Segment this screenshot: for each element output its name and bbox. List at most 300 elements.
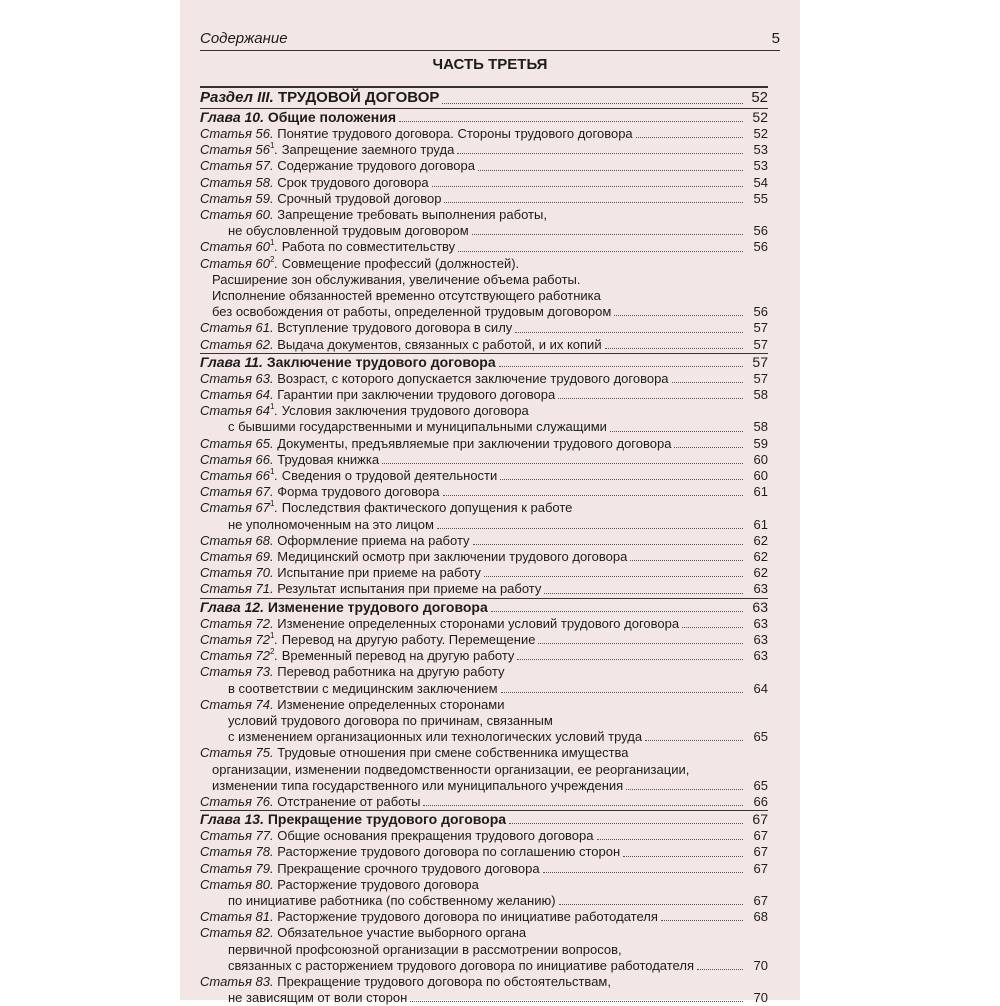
article-title: Трудовые отношения при смене собственника имущества [277, 745, 629, 761]
article-text [200, 664, 504, 679]
article-label: Статья 71. [200, 581, 274, 597]
article-text: Статья $72^1$. Перевод на другую работу. Перемещение [200, 630, 536, 647]
article-line [200, 320, 768, 336]
article-entry[interactable] [200, 256, 768, 321]
article-text [200, 191, 441, 207]
page-number: 54 [753, 174, 768, 190]
article-superscript: 1 [269, 467, 275, 477]
article-superscript: 1 [269, 630, 275, 640]
dot-leader [457, 153, 743, 154]
article-title: Расторжение трудового договора [277, 876, 479, 892]
article-text: Статья $67^1$. Последствия фактического допущения к работе [200, 499, 573, 516]
article-line [200, 828, 768, 844]
article-title-continued: с бывшими государственными и муниципальными служащими [228, 419, 607, 435]
article-title: Отстранение от работы [277, 793, 421, 809]
article-entry[interactable] [200, 468, 768, 484]
dot-leader [458, 251, 743, 252]
article-entry[interactable] [200, 158, 768, 174]
page-number: 63 [753, 631, 768, 647]
article-title: Вступление трудового договора в силу [277, 320, 513, 336]
dot-leader [515, 332, 743, 333]
article-title: Срок трудового договора [277, 174, 429, 190]
article-continuation [200, 958, 768, 974]
article-text [200, 925, 526, 940]
article-entry[interactable] [200, 974, 768, 1006]
article-label: Статья 76. [200, 793, 274, 809]
article-title: Оформление приема на работу [277, 532, 470, 548]
dot-leader [472, 234, 743, 235]
article-entry[interactable] [200, 533, 768, 549]
article-superscript: 1 [269, 402, 275, 412]
article-title: Последствия фактического допущения к работе [281, 500, 573, 516]
page-number: 62 [753, 565, 768, 581]
page-number: 70 [753, 957, 768, 973]
article-entry[interactable] [200, 664, 768, 696]
article-title: Работа по совместительству [281, 239, 456, 255]
article-superscript: 2 [269, 647, 275, 657]
article-continuation [200, 778, 768, 794]
article-title: Перевод на другую работу. Перемещение [281, 631, 536, 647]
dot-leader [661, 920, 743, 921]
dot-leader [605, 348, 743, 349]
article-title-continued: Расширение зон обслуживания, увеличение объема работы. [212, 271, 581, 287]
article-title: Обязательное участие выборного органа [277, 925, 527, 941]
chapter-heading [200, 599, 488, 616]
article-entry[interactable] [200, 337, 768, 353]
article-text [200, 697, 504, 712]
page-number: 52 [753, 126, 768, 141]
article-title: Условия заключения трудового договора [281, 403, 529, 419]
article-entry[interactable] [200, 877, 768, 909]
article-entry[interactable] [200, 581, 768, 597]
article-text [200, 794, 420, 810]
article-label: Статья 57. [200, 158, 274, 174]
dot-leader [491, 611, 743, 612]
chapter-block [200, 598, 768, 810]
article-line [200, 403, 768, 419]
article-text [200, 175, 429, 191]
page-number: 59 [753, 435, 768, 451]
dot-leader [672, 382, 743, 383]
article-title: Документы, предъявляемые при заключении трудового договора [277, 435, 672, 451]
article-continuation [200, 681, 768, 697]
article-entry[interactable] [200, 207, 768, 239]
header-section-title: Содержание [200, 30, 288, 47]
article-continuation [200, 729, 768, 745]
article-line [200, 745, 768, 761]
page-number: 60 [753, 468, 768, 484]
article-title-continued: не зависящим от воли сторон [228, 990, 408, 1006]
article-entry[interactable] [200, 142, 768, 158]
article-continuation [200, 419, 768, 435]
chapter-label: Глава 10. [200, 109, 264, 125]
article-text [200, 452, 379, 468]
page-number: 52 [752, 109, 768, 125]
article-text [200, 549, 627, 565]
article-entry[interactable] [200, 126, 768, 142]
article-entry[interactable] [200, 794, 768, 810]
article-entry[interactable] [200, 697, 768, 746]
dot-leader [501, 692, 743, 693]
article-line [200, 500, 768, 516]
section-title: ТРУДОВОЙ ДОГОВОР [277, 89, 440, 106]
article-label: Статья 66 [200, 468, 270, 484]
article-label: Статья 68. [200, 532, 274, 548]
article-line [200, 158, 768, 174]
article-entry[interactable] [200, 861, 768, 877]
dot-leader [444, 202, 743, 203]
dot-leader [423, 805, 743, 806]
article-title-continued: без освобождения от работы, определенной трудовым договором [212, 304, 612, 320]
article-line [200, 126, 768, 142]
part-title: ЧАСТЬ ТРЕТЬЯ [432, 56, 548, 73]
article-label: Статья 74. [200, 696, 274, 712]
article-label: Статья 64. [200, 387, 274, 403]
article-text [200, 616, 679, 632]
chapter-heading [200, 354, 496, 371]
dot-leader [538, 643, 743, 644]
page-number: 63 [752, 598, 768, 615]
article-title: Расторжение трудового договора по инициативе работодателя [277, 909, 658, 925]
page-number: 63 [753, 648, 768, 664]
chapter-heading [200, 109, 396, 126]
article-line [200, 387, 768, 403]
article-title: Трудовая книжка [277, 451, 380, 467]
article-label: Статья 60. [200, 207, 274, 223]
article-title: Медицинский осмотр при заключении трудового договора [277, 549, 628, 565]
chapter-block [200, 810, 768, 1006]
article-label: Статья 72. [200, 615, 274, 631]
dot-leader [614, 315, 743, 316]
article-line [200, 337, 768, 353]
page-number: 64 [753, 680, 768, 696]
article-line [200, 925, 768, 941]
page-number: 62 [753, 549, 768, 565]
article-title: Прекращение трудового договора по обстоятельствам, [277, 973, 611, 989]
article-title: Расторжение трудового договора по соглашению сторон [277, 844, 621, 860]
article-continuation [200, 288, 768, 304]
article-title: Понятие трудового договора. Стороны трудового договора [277, 126, 633, 141]
article-line [200, 256, 768, 272]
article-entry[interactable] [200, 549, 768, 565]
article-line [200, 452, 768, 468]
article-title-continued: не уполномоченным на это лицом [228, 516, 434, 532]
article-label: Статья 61. [200, 320, 274, 336]
page-number: 67 [753, 860, 768, 876]
article-label: Статья 75. [200, 745, 274, 761]
article-line [200, 974, 768, 990]
article-title-continued: условий трудового договора по причинам, связанным [228, 712, 553, 728]
article-line [200, 861, 768, 877]
article-label: Статья 56. [200, 126, 274, 141]
article-label: Статья 60 [200, 255, 270, 271]
chapter-title: Общие положения [267, 109, 396, 125]
chapter-block [200, 108, 768, 353]
page-number: 57 [753, 320, 768, 336]
article-text [200, 484, 440, 500]
article-title: Прекращение срочного трудового договора [277, 860, 540, 876]
chapter-entry[interactable] [200, 109, 768, 126]
article-label: Статья 77. [200, 828, 274, 844]
chapter-heading [200, 811, 506, 828]
article-title-continued: первичной профсоюзной организации в рассмотрении вопросов, [228, 941, 622, 957]
article-entry[interactable] [200, 436, 768, 452]
article-superscript: 2 [269, 254, 275, 264]
article-entry[interactable] [200, 371, 768, 387]
article-text [200, 565, 481, 581]
page-number: 62 [753, 532, 768, 548]
section-label: Раздел III. [200, 89, 274, 106]
article-title: Гарантии при заключении трудового договора [277, 387, 556, 403]
article-line [200, 436, 768, 452]
article-entry[interactable] [200, 632, 768, 648]
page-number: 56 [753, 239, 768, 255]
article-text [200, 337, 602, 353]
header-page-number: 5 [771, 30, 780, 47]
article-entry[interactable] [200, 745, 768, 794]
article-title-continued: в соответствии с медицинским заключением [228, 680, 498, 696]
article-title: Результат испытания при приеме на работу [277, 581, 542, 597]
page-number: 67 [753, 844, 768, 860]
dot-leader [382, 463, 743, 464]
article-title: Совмещение профессий (должностей). [281, 255, 520, 271]
page-number: 57 [753, 370, 768, 386]
dot-leader [432, 186, 743, 187]
article-entry[interactable] [200, 387, 768, 403]
article-title: Срочный трудовой договор [277, 190, 442, 206]
dot-leader [610, 431, 743, 432]
article-label: Статья 79. [200, 860, 274, 876]
article-continuation [200, 990, 768, 1006]
article-title-continued: связанных с расторжением трудового договора по инициативе работодателя [228, 957, 694, 973]
article-line [200, 565, 768, 581]
chapter-label: Глава 12. [200, 598, 264, 615]
page-number: 63 [753, 581, 768, 597]
article-superscript: 1 [269, 499, 275, 509]
article-text [200, 126, 633, 142]
dot-leader [499, 366, 743, 367]
dot-leader [484, 576, 743, 577]
article-entry[interactable] [200, 909, 768, 925]
article-title: Временный перевод на другую работу [281, 648, 515, 664]
article-text [200, 745, 629, 760]
page-number: 53 [753, 158, 768, 174]
article-entry[interactable] [200, 484, 768, 500]
article-text [200, 371, 669, 387]
article-line [200, 581, 768, 597]
article-entry[interactable] [200, 648, 768, 664]
dot-leader [500, 479, 743, 480]
article-entry[interactable] [200, 239, 768, 255]
article-continuation [200, 942, 768, 958]
page-number: 53 [753, 142, 768, 158]
article-line [200, 549, 768, 565]
article-label: Статья 72 [200, 648, 270, 664]
article-entry[interactable] [200, 403, 768, 435]
article-entry[interactable] [200, 844, 768, 860]
article-title: Изменение определенных сторонами условий трудового договора [277, 615, 680, 631]
article-text [200, 387, 555, 403]
dot-leader [630, 560, 743, 561]
page-number: 68 [753, 909, 768, 925]
article-entry[interactable] [200, 320, 768, 336]
article-title-continued: по инициативе работника (по собственному желанию) [228, 892, 556, 908]
article-label: Статья 78. [200, 844, 274, 860]
article-title: Запрещение требовать выполнения работы, [277, 207, 547, 223]
article-entry[interactable] [200, 500, 768, 532]
article-entry[interactable] [200, 191, 768, 207]
article-superscript: 1 [269, 141, 275, 151]
article-entry[interactable] [200, 452, 768, 468]
article-label: Статья 56 [200, 142, 270, 158]
article-line [200, 484, 768, 500]
article-line [200, 664, 768, 680]
article-title: Общие основания прекращения трудового договора [277, 828, 594, 844]
page-number: 61 [753, 516, 768, 532]
article-text: Статья $66^1$. Сведения о трудовой деятельности [200, 467, 498, 484]
article-title: Запрещение заемного труда [281, 142, 455, 158]
article-entry[interactable] [200, 616, 768, 632]
article-title-continued: с изменением организационных или технологических условий труда [228, 729, 643, 745]
article-label: Статья 69. [200, 549, 274, 565]
article-text: Статья $60^1$. Работа по совместительству [200, 238, 456, 255]
article-entry[interactable] [200, 175, 768, 191]
article-text [200, 828, 594, 844]
article-entry[interactable] [200, 565, 768, 581]
article-text [200, 909, 658, 925]
article-line [200, 191, 768, 207]
article-title: Форма трудового договора [277, 484, 440, 500]
article-continuation [200, 517, 768, 533]
dot-leader [517, 659, 743, 660]
chapter-label: Глава 11. [200, 353, 263, 370]
chapter-entry[interactable] [200, 354, 768, 371]
chapter-entry[interactable] [200, 811, 768, 828]
article-label: Статья 73. [200, 664, 274, 680]
article-title: Сведения о трудовой деятельности [281, 468, 498, 484]
article-label: Статья 66. [200, 451, 274, 467]
chapter-title: Заключение трудового договора [266, 353, 496, 370]
article-text [200, 861, 540, 877]
dot-leader [645, 740, 743, 741]
article-title-continued: не обусловленной трудовым договором [228, 223, 469, 239]
article-text [200, 436, 671, 452]
article-continuation [200, 272, 768, 288]
article-superscript: 1 [269, 238, 275, 248]
page-number: 66 [753, 793, 768, 809]
article-continuation [200, 304, 768, 320]
page-number: 67 [752, 811, 768, 828]
dot-leader [473, 544, 743, 545]
dot-leader [697, 969, 743, 970]
article-label: Статья 59. [200, 190, 274, 206]
chapter-label: Глава 13. [200, 811, 264, 828]
article-line [200, 142, 768, 158]
dot-leader [399, 121, 743, 122]
article-line [200, 794, 768, 810]
article-line [200, 877, 768, 893]
dot-leader [636, 137, 743, 138]
article-text: Статья $64^1$. Условия заключения трудового договора [200, 402, 529, 419]
article-title: Перевод работника на другую работу [277, 664, 505, 680]
article-entry[interactable] [200, 925, 768, 974]
dot-leader [597, 839, 744, 840]
article-line [200, 632, 768, 648]
article-continuation [200, 223, 768, 239]
dot-leader [509, 823, 743, 824]
article-title: Содержание трудового договора [277, 158, 475, 174]
page-number: 63 [753, 615, 768, 631]
page-number: 57 [752, 353, 768, 370]
article-label: Статья 80. [200, 876, 274, 892]
section-block [200, 86, 768, 108]
article-label: Статья 67. [200, 484, 274, 500]
article-entry[interactable] [200, 828, 768, 844]
article-continuation [200, 713, 768, 729]
page-number: 65 [753, 777, 768, 793]
page-number: 60 [753, 451, 768, 467]
section-entry[interactable] [200, 88, 768, 108]
article-line [200, 616, 768, 632]
article-title: Изменение определенных сторонами [277, 696, 505, 712]
article-text [200, 533, 470, 549]
page-number: 52 [751, 89, 768, 106]
dot-leader [626, 789, 743, 790]
article-label: Статья 64 [200, 403, 270, 419]
article-label: Статья 58. [200, 174, 274, 190]
article-text [200, 581, 541, 597]
chapter-title: Изменение трудового договора [267, 598, 488, 615]
article-text [200, 320, 512, 336]
article-text [200, 158, 475, 174]
page-number: 65 [753, 729, 768, 745]
dot-leader [410, 1001, 743, 1002]
article-text [200, 974, 611, 989]
page-number: 55 [753, 190, 768, 206]
article-label: Статья 82. [200, 925, 274, 941]
article-line [200, 371, 768, 387]
chapter-entry[interactable] [200, 599, 768, 616]
article-title-continued: Исполнение обязанностей временно отсутствующего работника [212, 288, 601, 304]
article-line [200, 239, 768, 255]
dot-leader [543, 872, 743, 873]
article-label: Статья 81. [200, 909, 274, 925]
article-line [200, 533, 768, 549]
article-continuation [200, 893, 768, 909]
article-label: Статья 83. [200, 973, 274, 989]
table-of-contents [200, 86, 768, 1006]
page-number: 57 [753, 336, 768, 352]
article-continuation [200, 762, 768, 778]
article-label: Статья 67 [200, 500, 270, 516]
article-label: Статья 62. [200, 336, 274, 352]
dot-leader [682, 627, 743, 628]
page-number: 56 [753, 223, 768, 239]
article-line [200, 175, 768, 191]
running-header [200, 30, 780, 52]
article-text: Статья $60^2$. Совмещение профессий (должностей). [200, 254, 520, 271]
article-line [200, 468, 768, 484]
article-label: Статья 63. [200, 370, 274, 386]
article-text: Статья $72^2$. Временный перевод на другую работу [200, 647, 515, 664]
dot-leader [623, 856, 743, 857]
page-number: 58 [753, 419, 768, 435]
page-number: 67 [753, 892, 768, 908]
header-rule [200, 50, 780, 51]
page-number: 61 [753, 484, 768, 500]
article-label: Статья 60 [200, 239, 270, 255]
chapter-block [200, 353, 768, 598]
